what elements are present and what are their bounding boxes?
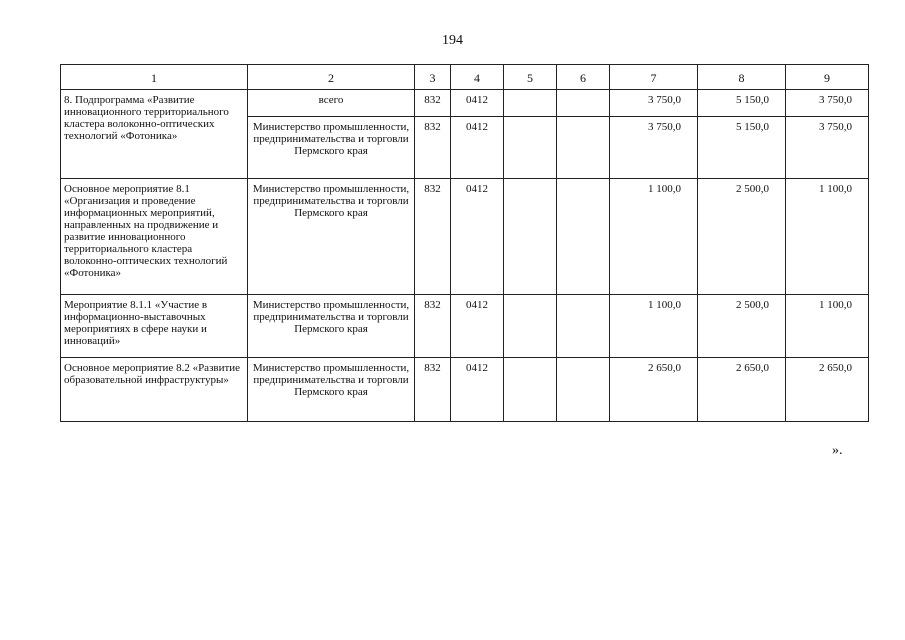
column-header: 2: [248, 65, 415, 90]
amount-cell: 2 650,0: [698, 358, 786, 422]
page-number: 194: [442, 33, 463, 48]
table-row: [61, 90, 869, 117]
amount-cell: 2 650,0: [610, 358, 698, 422]
code-cell: [504, 358, 557, 422]
amount-cell: 2 500,0: [698, 179, 786, 295]
activity-name-cell: Мероприятие 8.1.1 «Участие в информационно-выставочных мероприятиях в сфере науки и инноваций»: [61, 295, 248, 358]
code-cell: [557, 117, 610, 179]
code-cell: 0412: [451, 358, 504, 422]
code-cell: 832: [415, 179, 451, 295]
code-cell: [557, 295, 610, 358]
amount-cell: 2 500,0: [698, 295, 786, 358]
code-cell: 832: [415, 90, 451, 117]
code-cell: [504, 295, 557, 358]
executor-cell: Министерство промышленности, предпринимательства и торговли Пермского края: [248, 358, 415, 422]
column-header: 6: [557, 65, 610, 90]
activity-name-cell: 8. Подпрограмма «Развитие инновационного территориального кластера волоконно-оптических технологий «Фотоника»: [61, 90, 248, 179]
code-cell: 832: [415, 117, 451, 179]
amount-cell: 5 150,0: [698, 117, 786, 179]
table-row: [61, 358, 869, 422]
code-cell: [504, 90, 557, 117]
amount-cell: 3 750,0: [786, 117, 869, 179]
column-header: 1: [61, 65, 248, 90]
budget-table: [60, 64, 869, 422]
amount-cell: 3 750,0: [610, 117, 698, 179]
amount-cell: 1 100,0: [610, 295, 698, 358]
amount-cell: 1 100,0: [786, 179, 869, 295]
amount-cell: 3 750,0: [610, 90, 698, 117]
table-row: [61, 179, 869, 295]
table-header-row: [61, 65, 869, 90]
column-header: 8: [698, 65, 786, 90]
code-cell: [557, 90, 610, 117]
table-row: [61, 295, 869, 358]
executor-cell: всего: [248, 90, 415, 117]
closing-quote-mark: ».: [832, 443, 843, 458]
code-cell: 0412: [451, 295, 504, 358]
column-header: 3: [415, 65, 451, 90]
amount-cell: 2 650,0: [786, 358, 869, 422]
code-cell: 0412: [451, 179, 504, 295]
column-header: 9: [786, 65, 869, 90]
code-cell: 832: [415, 295, 451, 358]
code-cell: 832: [415, 358, 451, 422]
code-cell: [557, 358, 610, 422]
amount-cell: 5 150,0: [698, 90, 786, 117]
amount-cell: 3 750,0: [786, 90, 869, 117]
code-cell: [504, 117, 557, 179]
column-header: 7: [610, 65, 698, 90]
amount-cell: 1 100,0: [610, 179, 698, 295]
activity-name-cell: Основное мероприятие 8.1 «Организация и проведение информационных мероприятий, направленных на продвижение и развитие инновационного территориального кластера волоконно-оптических технологий «Фотоника»: [61, 179, 248, 295]
column-header: 4: [451, 65, 504, 90]
column-header: 5: [504, 65, 557, 90]
code-cell: [557, 179, 610, 295]
code-cell: [504, 179, 557, 295]
code-cell: 0412: [451, 117, 504, 179]
amount-cell: 1 100,0: [786, 295, 869, 358]
activity-name-cell: Основное мероприятие 8.2 «Развитие образовательной инфраструктуры»: [61, 358, 248, 422]
executor-cell: Министерство промышленности, предпринимательства и торговли Пермского края: [248, 117, 415, 179]
code-cell: 0412: [451, 90, 504, 117]
executor-cell: Министерство промышленности, предпринимательства и торговли Пермского края: [248, 295, 415, 358]
executor-cell: Министерство промышленности, предпринимательства и торговли Пермского края: [248, 179, 415, 295]
